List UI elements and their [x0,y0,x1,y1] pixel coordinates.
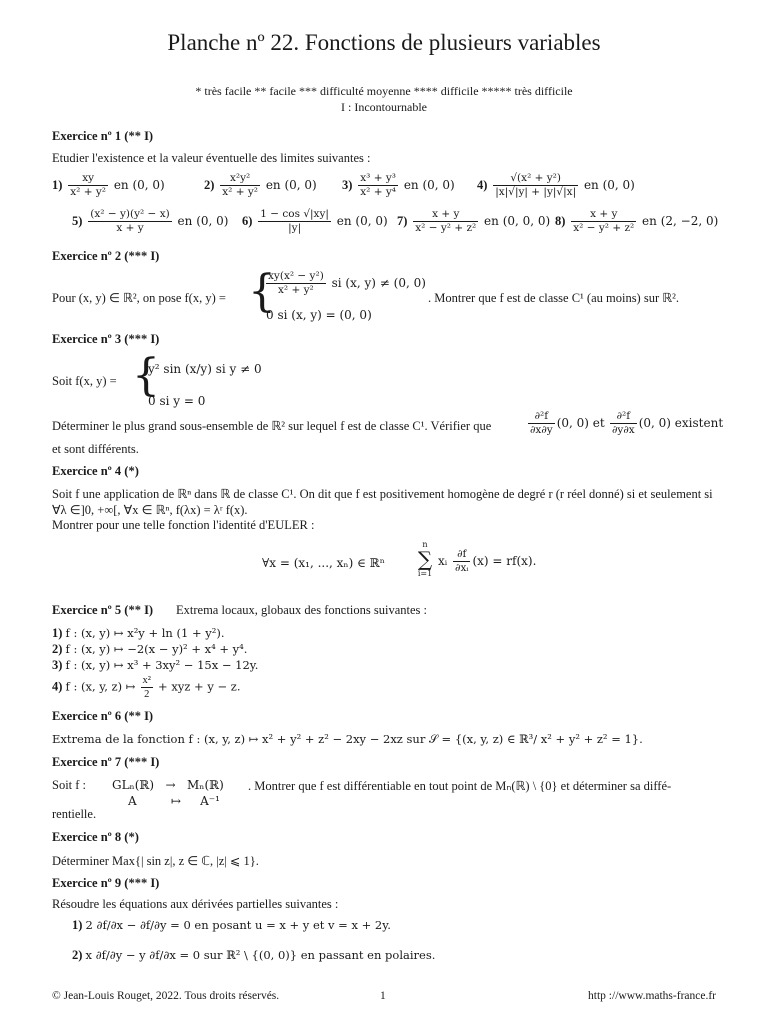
limit-item-8: 8) $\frac{x + y}{\text{x² − y² + z²}}$ en (2, −2, 0) [555,208,719,234]
difficulty-scale: * très facile ** facile *** difficulté moyenne **** difficile ***** très difficile [195,84,573,98]
limit-item-3: 3) $\frac{\text{x³ + y³}}{\text{x² + y⁴}}$ en (0, 0) [342,172,455,198]
footer-website-link[interactable]: http ://www.maths-france.fr [588,990,716,1002]
euler-identity-formula: ∀x = (x₁, ..., xₙ) ∈ ℝⁿ n ∑ i=1 xᵢ $\frac{\partial f}{\text{∂xᵢ}}$ (x) = rf(x). [262,540,537,578]
exercise-4-question: Montrer pour une telle fonction l'identité d'EULER : [52,518,315,532]
exercise-3-heading: Exercice nº 3 (*** I) [52,332,160,346]
exercise-3-derivative-1: $\frac{\text{∂²f}}{\partial x\partial y}$ (0, 0) et [530,410,605,436]
incontournable-note: I : Incontournable [341,100,427,114]
page-title: Planche nº 22. Fonctions de plusieurs variables [167,30,601,55]
limit-item-4: 4) $\frac{\text{√(x² + y²)}}{|x|√|y| + |y|√|x|}$ en (0, 0) [477,172,635,198]
exercise-2-post: . Montrer que f est de classe C¹ (au moins) sur ℝ². [428,291,680,305]
exercise-9-item-1: 1) 2 ∂f/∂x − ∂f/∂y = 0 en posant u = x + y et v = x + 2y. [72,918,391,932]
exercise-5-heading-row [52,603,716,621]
exercise-4-heading: Exercice nº 4 (*) [52,464,139,478]
exercise-6-heading: Exercice nº 6 (** I) [52,709,154,723]
exercise-4-statement: Soit f une application de ℝⁿ dans ℝ de classe C¹. On dit que f est positivement homogène de degré r (r réel donné) si et seulement si ∀λ ∈]0, +∞[, ∀x ∈ ℝⁿ, f(λx) = λʳ f(x). [52,487,713,517]
exercise-8-heading: Exercice nº 8 (*) [52,830,139,844]
exercise-9-intro: Résoudre les équations aux dérivées partielles suivantes : [52,897,339,911]
exercise-2-case-2: 0 si (x, y) = (0, 0) [266,308,372,322]
exercise-2-brace: { [248,266,276,317]
exercise-5-item-3: 3) f : (x, y) ↦ x³ + 3xy² − 15x − 12y. [52,658,259,672]
exercise-5-item-1: 1) f : (x, y) ↦ x²y + ln (1 + y²). [52,626,225,640]
exercise-3-derivative-2: $\frac{\text{∂²f}}{\partial y\partial x}$ (0, 0) existent [612,410,724,436]
exercise-3-pre: Soit f(x, y) = [52,374,117,388]
exercise-2-case-1: $\frac{\text{xy(x² − y²)}}{\text{x² + y²}}$ si (x, y) ≠ (0, 0) [268,270,426,296]
footer-copyright: © Jean-Louis Rouget, 2022. Tous droits réservés. [52,990,280,1002]
exercise-5-item-4: 4) f : (x, y, z) ↦ $\frac{\text{x²}}{2}$ + xyz + y − z. [52,675,241,700]
exercise-8-statement: Déterminer Max{| sin z|, z ∈ ℂ, |z| ⩽ 1}. [52,854,259,868]
exercise-2-heading: Exercice nº 2 (*** I) [52,249,160,263]
exercise-1-heading: Exercice nº 1 (** I) [52,129,154,143]
difficulty-legend [52,83,716,115]
limit-item-2: 2) $\frac{\text{x²y²}}{\text{x² + y²}}$ en (0, 0) [204,172,317,198]
exercise-7-post: . Montrer que f est différentiable en tout point de Mₙ(ℝ) \ {0} et déterminer sa diffé- [248,779,672,793]
exercise-2-body [52,268,716,328]
sum-symbol: n ∑ i=1 [417,540,433,578]
exercise-7-continuation: rentielle. [52,807,97,821]
exercise-5-heading: Exercice nº 5 (** I) [52,603,154,617]
footer-page-number: 1 [380,990,386,1002]
limit-item-5: 5) $\frac{\text{(x² − y)(y² − x)}}{x + y}$ en (0, 0) [72,208,229,234]
exercise-7-body: Soit f : GLₙ(ℝ) → Mₙ(ℝ) A ↦ A⁻¹ . Montrer que f est différentiable en tout point de Mₙ(ℝ) \ {0} et déterminer sa diffé- [52,778,672,808]
exercise-1-limits-row-1 [52,172,716,208]
exercise-9-item-2: 2) x ∂f/∂y − y ∂f/∂x = 0 sur ℝ² \ {(0, 0)} en passant en polaires. [72,948,436,962]
limit-item-7: 7) $\frac{x + y}{\text{x² − y² + z²}}$ en (0, 0, 0) [397,208,551,234]
exercise-2-pre: Pour (x, y) ∈ ℝ², on pose f(x, y) = [52,291,226,305]
exercise-5-item-2: 2) f : (x, y) ↦ −2(x − y)² + x⁴ + y⁴. [52,642,248,656]
limit-item-6: 6) $\frac{1 - \cos √|xy|}{|y|}$ en (0, 0) [242,208,388,234]
exercise-3-case-1: y² sin (x/y) si y ≠ 0 [148,362,262,376]
exercise-6-statement: Extrema de la fonction f : (x, y, z) ↦ x² + y² + z² − 2xy − 2xz sur 𝒮 = {(x, y, z) ∈ ℝ³/ x² + y² + z² = 1}. [52,732,643,746]
exercise-7-map-top: GLₙ(ℝ) → Mₙ(ℝ) [112,778,224,792]
exercise-9-heading: Exercice nº 9 (*** I) [52,876,160,890]
exercise-3-conclusion: et sont différents. [52,442,139,456]
exercise-5-intro: Extrema locaux, globaux des fonctions suivantes : [176,603,427,617]
exercise-7-map-bottom: A ↦ A⁻¹ [128,794,220,808]
exercise-1-intro: Etudier l'existence et la valeur éventuelle des limites suivantes : [52,151,371,165]
limit-item-1: 1) $\frac{xy}{\text{x² + y²}}$ en (0, 0) [52,172,165,198]
exercise-3-brace: { [132,350,160,401]
exercise-3-case-2: 0 si y = 0 [148,394,206,408]
exercise-7-heading: Exercice nº 7 (*** I) [52,755,160,769]
exercise-1-limits-row-2 [52,208,719,244]
exercise-3-body [52,352,716,412]
exercise-3-question: Déterminer le plus grand sous-ensemble de ℝ² sur lequel f est de classe C¹. Vérifier que $\frac{\text{∂²f}}{\partial x\partial y}$ (0, 0) et $\frac{\text{∂²f}}{\partial y\partial x}$ (0, 0) existent [52,410,724,436]
